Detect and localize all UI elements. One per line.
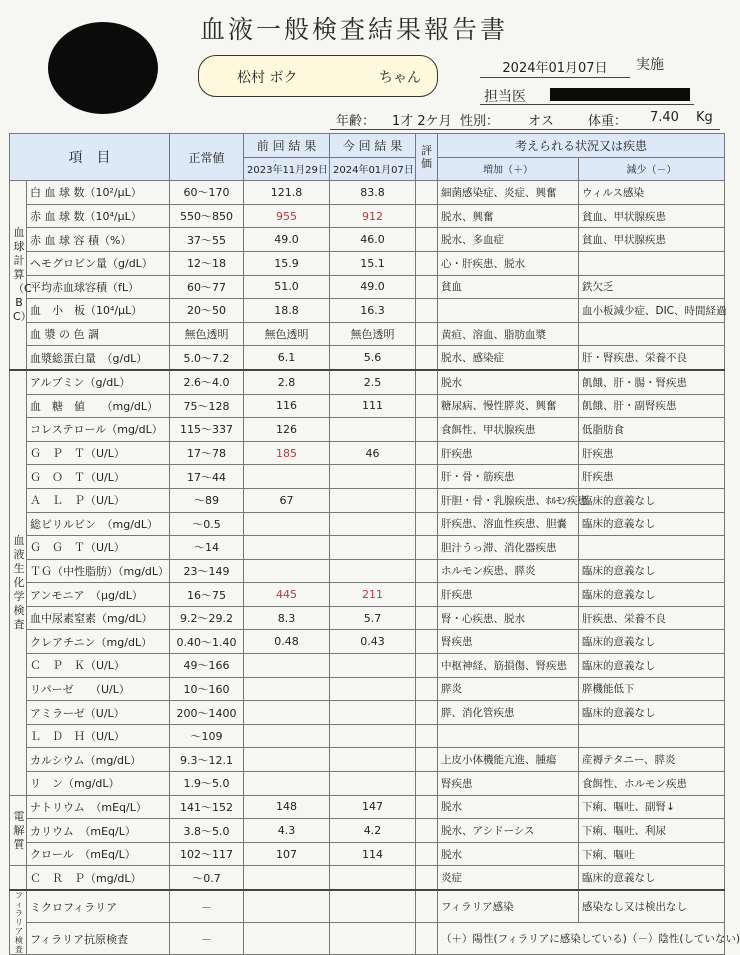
previous-result: 148	[244, 795, 330, 819]
test-item: 血中尿素窒素（mg/dL）	[27, 606, 170, 630]
increase-conditions: ホルモン疾患、膵炎	[438, 559, 579, 583]
current-result	[330, 923, 416, 955]
normal-range: 9.3～12.1	[170, 748, 244, 772]
category-label-text: 血球計算（CBC）	[13, 226, 32, 324]
table-row	[10, 346, 725, 370]
table-row	[10, 204, 725, 228]
increase-conditions: 脱水、興奮	[438, 204, 579, 228]
current-result	[330, 418, 416, 442]
current-result	[330, 724, 416, 748]
decrease-conditions: 膵機能低下	[579, 677, 725, 701]
previous-result: 116	[244, 394, 330, 418]
current-result	[330, 465, 416, 489]
table-row	[10, 654, 725, 678]
info-underline	[330, 129, 720, 130]
decrease-conditions: 感染なし又は検出なし	[579, 890, 725, 923]
increase-conditions: 中枢神経、筋損傷、腎疾患	[438, 654, 579, 678]
evaluation-cell	[416, 748, 438, 772]
test-item: 総ビリルビン （mg/dL）	[27, 512, 170, 536]
increase-conditions: 腎疾患	[438, 630, 579, 654]
current-result: 15.1	[330, 251, 416, 275]
evaluation-cell	[416, 370, 438, 394]
test-item: アルブミン（g/dL）	[27, 370, 170, 394]
current-result: 46	[330, 441, 416, 465]
current-result: 211	[330, 583, 416, 607]
category-label	[10, 890, 27, 955]
test-item: Ｇ Ｏ Ｔ（U/L）	[27, 465, 170, 489]
increase-conditions: 肝・骨・筋疾患	[438, 465, 579, 489]
normal-range: 12～18	[170, 251, 244, 275]
category-label-empty	[10, 866, 27, 890]
increase-conditions: 食餌性、甲状腺疾患	[438, 418, 579, 442]
decrease-conditions: 飢餓、肝・副腎疾患	[579, 394, 725, 418]
decrease-conditions: 貧血、甲状腺疾患	[579, 204, 725, 228]
normal-range: 5.0～7.2	[170, 346, 244, 370]
current-result: 4.2	[330, 819, 416, 843]
evaluation-cell	[416, 418, 438, 442]
header-increase: 増加（＋）	[438, 157, 579, 181]
test-item: ＴＧ（中性脂肪）（mg/dL）	[27, 559, 170, 583]
table-row	[10, 583, 725, 607]
table-row	[10, 488, 725, 512]
decrease-conditions: 臨床的意義なし	[579, 488, 725, 512]
test-item: リ ン（mg/dL）	[27, 772, 170, 796]
test-item: フィラリア抗原検査	[27, 923, 170, 955]
normal-range: －	[170, 923, 244, 955]
evaluation-cell	[416, 842, 438, 866]
category-label-text: 血液生化学検査	[13, 533, 25, 631]
increase-conditions: フィラリア感染	[438, 890, 579, 923]
previous-result	[244, 701, 330, 725]
test-item: カリウム （mEq/L）	[27, 819, 170, 843]
increase-conditions: 脱水	[438, 370, 579, 394]
current-result: 114	[330, 842, 416, 866]
normal-range: 17～44	[170, 465, 244, 489]
normal-range: 102～117	[170, 842, 244, 866]
decrease-conditions: 肝疾患	[579, 465, 725, 489]
table-row	[10, 890, 725, 923]
previous-result: 107	[244, 842, 330, 866]
current-result: 2.5	[330, 370, 416, 394]
evaluation-cell	[416, 275, 438, 299]
test-item: Ｃ Ｐ Ｋ（U/L）	[27, 654, 170, 678]
normal-range: 550～850	[170, 204, 244, 228]
decrease-conditions	[579, 251, 725, 275]
table-row	[10, 512, 725, 536]
test-item: 赤 血 球 数（10⁴/μL）	[27, 204, 170, 228]
table-row	[10, 772, 725, 796]
test-item: コレステロール（mg/dL）	[27, 418, 170, 442]
table-row	[10, 606, 725, 630]
evaluation-cell	[416, 536, 438, 560]
increase-conditions: 肝胆・骨・乳腺疾患、ﾎﾙﾓﾝ疾患	[438, 488, 579, 512]
redacted-logo	[48, 22, 158, 114]
test-item: 血漿総蛋白量 （g/dL）	[27, 346, 170, 370]
redacted-doctor-name	[550, 88, 690, 101]
age-label: 年齢：	[336, 114, 376, 129]
previous-result: 185	[244, 441, 330, 465]
table-row	[10, 724, 725, 748]
evaluation-cell	[416, 299, 438, 323]
current-result	[330, 654, 416, 678]
patient-name-box	[198, 55, 438, 97]
weight-value: 7.40	[650, 110, 679, 125]
table-row	[10, 842, 725, 866]
table-row	[10, 630, 725, 654]
decrease-conditions: 臨床的意義なし	[579, 654, 725, 678]
increase-conditions: 肝疾患	[438, 441, 579, 465]
decrease-conditions: 飢餓、肝・腸・腎疾患	[579, 370, 725, 394]
category-label	[10, 181, 32, 370]
normal-range: 115～337	[170, 418, 244, 442]
previous-result	[244, 677, 330, 701]
previous-result	[244, 748, 330, 772]
patient-name: 松村 ボク	[237, 70, 298, 86]
evaluation-cell	[416, 890, 438, 923]
evaluation-cell	[416, 724, 438, 748]
previous-result	[244, 654, 330, 678]
category-label-text: 電解質	[13, 809, 25, 851]
decrease-conditions: 肝疾患、栄養不良	[579, 606, 725, 630]
test-item: 血 小 板（10⁴/μL）	[27, 299, 170, 323]
weight-unit: Kg	[696, 110, 713, 125]
evaluation-cell	[416, 819, 438, 843]
evaluation-cell	[416, 559, 438, 583]
increase-conditions	[438, 724, 579, 748]
age-value: 1才 2ケ月	[392, 114, 452, 129]
evaluation-cell	[416, 204, 438, 228]
test-item: アミラーゼ（U/L）	[27, 701, 170, 725]
increase-conditions: 糖尿病、慢性膵炎、興奮	[438, 394, 579, 418]
previous-result: 0.48	[244, 630, 330, 654]
normal-range: 75～128	[170, 394, 244, 418]
table-row	[10, 559, 725, 583]
test-item: クロール （mEq/L）	[27, 842, 170, 866]
previous-result: 8.3	[244, 606, 330, 630]
decrease-conditions: 産褥テタニー、膵炎	[579, 748, 725, 772]
evaluation-cell	[416, 465, 438, 489]
current-result	[330, 748, 416, 772]
previous-result	[244, 465, 330, 489]
previous-result	[244, 772, 330, 796]
decrease-conditions: 臨床的意義なし	[579, 701, 725, 725]
report-title: 血液一般検査結果報告書	[200, 15, 509, 44]
decrease-conditions: 臨床的意義なし	[579, 583, 725, 607]
table-row	[10, 181, 725, 205]
current-result: 無色透明	[330, 322, 416, 346]
table-row	[10, 322, 725, 346]
normal-range: 10～160	[170, 677, 244, 701]
header-item: 項 目	[10, 134, 170, 181]
test-item: ヘモグロビン量（g/dL）	[27, 251, 170, 275]
normal-range: 60～170	[170, 181, 244, 205]
current-result: 49.0	[330, 275, 416, 299]
table-row	[10, 923, 725, 955]
increase-conditions: 脱水	[438, 795, 579, 819]
header-normal: 正常値	[170, 134, 244, 181]
normal-range: 16～75	[170, 583, 244, 607]
current-result: 147	[330, 795, 416, 819]
current-result: 46.0	[330, 228, 416, 252]
normal-range: 60～77	[170, 275, 244, 299]
increase-conditions: 脱水	[438, 842, 579, 866]
patient-suffix: ちゃん	[379, 70, 421, 86]
table-row	[10, 418, 725, 442]
current-result	[330, 512, 416, 536]
decrease-conditions: 貧血、甲状腺疾患	[579, 228, 725, 252]
category-label	[10, 795, 27, 866]
table-row	[10, 394, 725, 418]
previous-result: 67	[244, 488, 330, 512]
category-label-text: フィラリア検査	[15, 891, 23, 954]
table-row	[10, 748, 725, 772]
doctor-underline	[480, 104, 694, 105]
normal-range: ～109	[170, 724, 244, 748]
table-row	[10, 228, 725, 252]
normal-range: 20～50	[170, 299, 244, 323]
decrease-conditions	[579, 536, 725, 560]
previous-result	[244, 923, 330, 955]
test-item: 赤 血 球 容 積（%）	[27, 228, 170, 252]
current-result: 0.43	[330, 630, 416, 654]
increase-conditions: 貧血	[438, 275, 579, 299]
evaluation-cell	[416, 512, 438, 536]
current-result	[330, 866, 416, 890]
evaluation-cell	[416, 583, 438, 607]
evaluation-cell	[416, 772, 438, 796]
current-result	[330, 488, 416, 512]
normal-range: 0.40～1.40	[170, 630, 244, 654]
test-item: ナトリウム （mEq/L）	[27, 795, 170, 819]
increase-conditions: 炎症	[438, 866, 579, 890]
test-item: アンモニア （μg/dL）	[27, 583, 170, 607]
normal-range: 49～166	[170, 654, 244, 678]
test-item: リパーゼ （U/L）	[27, 677, 170, 701]
test-item: カルシウム（mg/dL）	[27, 748, 170, 772]
current-result: 912	[330, 204, 416, 228]
decrease-conditions: 鉄欠乏	[579, 275, 725, 299]
table-row	[10, 251, 725, 275]
normal-range: －	[170, 890, 244, 923]
evaluation-cell	[416, 488, 438, 512]
previous-result: 18.8	[244, 299, 330, 323]
previous-result: 無色透明	[244, 322, 330, 346]
category-label	[10, 370, 27, 795]
test-item: 平均赤血球容積（fL）	[27, 275, 170, 299]
decrease-conditions: 肝・腎疾患、栄養不良	[579, 346, 725, 370]
evaluation-cell	[416, 630, 438, 654]
table-row	[10, 701, 725, 725]
increase-conditions: 黄疸、溶血、脂肪血漿	[438, 322, 579, 346]
increase-conditions: 脱水、アシドーシス	[438, 819, 579, 843]
normal-range: ～89	[170, 488, 244, 512]
increase-conditions: 肝疾患、溶血性疾患、胆嚢	[438, 512, 579, 536]
decrease-conditions: 臨床的意義なし	[579, 866, 725, 890]
current-result: 111	[330, 394, 416, 418]
current-result	[330, 701, 416, 725]
doctor-label: 担当医	[484, 89, 526, 105]
normal-range: 1.9～5.0	[170, 772, 244, 796]
increase-conditions: 胆汁うっ滞、消化器疾患	[438, 536, 579, 560]
normal-range: 37～55	[170, 228, 244, 252]
previous-result: 15.9	[244, 251, 330, 275]
filaria-antigen-legend: （＋）陽性(フィラリアに感染している)（－）陰性(していない)	[438, 923, 725, 955]
previous-result	[244, 559, 330, 583]
test-item: 血 漿 の 色 調	[27, 322, 170, 346]
current-result	[330, 559, 416, 583]
evaluation-cell	[416, 322, 438, 346]
table-row	[10, 536, 725, 560]
decrease-conditions: 血小板減少症、DIC、時間経過	[579, 299, 725, 323]
previous-result: 49.0	[244, 228, 330, 252]
table-row	[10, 866, 725, 890]
current-result: 5.6	[330, 346, 416, 370]
normal-range: ～0.5	[170, 512, 244, 536]
evaluation-cell	[416, 251, 438, 275]
normal-range: ～0.7	[170, 866, 244, 890]
current-result: 16.3	[330, 299, 416, 323]
table-row	[10, 465, 725, 489]
evaluation-cell	[416, 441, 438, 465]
table-row	[10, 275, 725, 299]
test-item: 血 糖 値 （mg/dL）	[27, 394, 170, 418]
current-result	[330, 772, 416, 796]
test-item: クレアチニン（mg/dL）	[27, 630, 170, 654]
normal-range: 17～78	[170, 441, 244, 465]
increase-conditions: 心・肝疾患、脱水	[438, 251, 579, 275]
test-item: Ｇ Ｐ Ｔ（U/L）	[27, 441, 170, 465]
previous-result	[244, 866, 330, 890]
decrease-conditions: 下痢、嘔吐	[579, 842, 725, 866]
evaluation-cell	[416, 394, 438, 418]
header-conditions: 考えられる状況又は疾患	[438, 134, 725, 158]
header-prev: 前 回 結 果	[244, 134, 330, 158]
previous-result: 2.8	[244, 370, 330, 394]
previous-result: 126	[244, 418, 330, 442]
increase-conditions: 腎・心疾患、脱水	[438, 606, 579, 630]
decrease-conditions: 食餌性、ホルモン疾患	[579, 772, 725, 796]
sex-value: オス	[528, 114, 554, 129]
evaluation-cell	[416, 795, 438, 819]
previous-result: 955	[244, 204, 330, 228]
increase-conditions	[438, 299, 579, 323]
sex-label: 性別：	[460, 114, 500, 129]
increase-conditions: 脱水、感染症	[438, 346, 579, 370]
decrease-conditions	[579, 322, 725, 346]
header-curr: 今 回 結 果	[330, 134, 416, 158]
normal-range: 無色透明	[170, 322, 244, 346]
current-result	[330, 536, 416, 560]
previous-result: 4.3	[244, 819, 330, 843]
current-result: 5.7	[330, 606, 416, 630]
increase-conditions: 細菌感染症、炎症、興奮	[438, 181, 579, 205]
decrease-conditions: ウィルス感染	[579, 181, 725, 205]
previous-result	[244, 536, 330, 560]
current-result: 83.8	[330, 181, 416, 205]
evaluation-cell	[416, 181, 438, 205]
evaluation-cell	[416, 866, 438, 890]
weight-label: 体重：	[588, 114, 628, 129]
previous-result: 6.1	[244, 346, 330, 370]
evaluation-cell	[416, 677, 438, 701]
table-row	[10, 677, 725, 701]
decrease-conditions: 低脂肪食	[579, 418, 725, 442]
previous-result: 445	[244, 583, 330, 607]
evaluation-cell	[416, 701, 438, 725]
evaluation-cell	[416, 923, 438, 955]
evaluation-cell	[416, 654, 438, 678]
current-result	[330, 677, 416, 701]
table-row	[10, 819, 725, 843]
decrease-conditions: 下痢、嘔吐、利尿	[579, 819, 725, 843]
evaluation-cell	[416, 606, 438, 630]
previous-result: 51.0	[244, 275, 330, 299]
evaluation-cell	[416, 228, 438, 252]
normal-range: 200～1400	[170, 701, 244, 725]
test-item: Ｇ Ｇ Ｔ（U/L）	[27, 536, 170, 560]
test-item: Ｃ Ｒ Ｐ（mg/dL）	[27, 866, 170, 890]
decrease-conditions: 臨床的意義なし	[579, 559, 725, 583]
lab-results-table	[9, 133, 740, 955]
normal-range: 23～149	[170, 559, 244, 583]
normal-range: 141～152	[170, 795, 244, 819]
decrease-conditions	[579, 724, 725, 748]
decrease-conditions: 臨床的意義なし	[579, 512, 725, 536]
table-row	[10, 370, 725, 394]
header-eval: 評価	[416, 134, 438, 181]
previous-result	[244, 890, 330, 923]
test-item: ミクロフィラリア	[27, 890, 170, 923]
header-curr-date: 2024年01月07日	[330, 157, 416, 181]
decrease-conditions: 肝疾患	[579, 441, 725, 465]
normal-range: 2.6～4.0	[170, 370, 244, 394]
increase-conditions: 脱水、多血症	[438, 228, 579, 252]
increase-conditions: 膵、消化管疾患	[438, 701, 579, 725]
normal-range: 9.2～29.2	[170, 606, 244, 630]
previous-result	[244, 512, 330, 536]
table-row	[10, 795, 725, 819]
table-row	[10, 441, 725, 465]
normal-range: 3.8～5.0	[170, 819, 244, 843]
header-prev-date: 2023年11月29日	[244, 157, 330, 181]
test-item: 白 血 球 数（10²/μL）	[27, 181, 170, 205]
exam-date: 2024年01月07日	[480, 57, 630, 78]
normal-range: ～14	[170, 536, 244, 560]
decrease-conditions: 臨床的意義なし	[579, 630, 725, 654]
increase-conditions: 上皮小体機能亢進、腫瘍	[438, 748, 579, 772]
decrease-conditions: 下痢、嘔吐、副腎↓	[579, 795, 725, 819]
previous-result: 121.8	[244, 181, 330, 205]
evaluation-cell	[416, 346, 438, 370]
header-decrease: 減少（－）	[579, 157, 725, 181]
increase-conditions: 腎疾患	[438, 772, 579, 796]
exam-label: 実施	[636, 57, 664, 73]
increase-conditions: 肝疾患	[438, 583, 579, 607]
previous-result	[244, 724, 330, 748]
test-item: Ａ Ｌ Ｐ（U/L）	[27, 488, 170, 512]
increase-conditions: 膵炎	[438, 677, 579, 701]
test-item: Ｌ Ｄ Ｈ（U/L）	[27, 724, 170, 748]
table-row	[10, 299, 725, 323]
current-result	[330, 890, 416, 923]
